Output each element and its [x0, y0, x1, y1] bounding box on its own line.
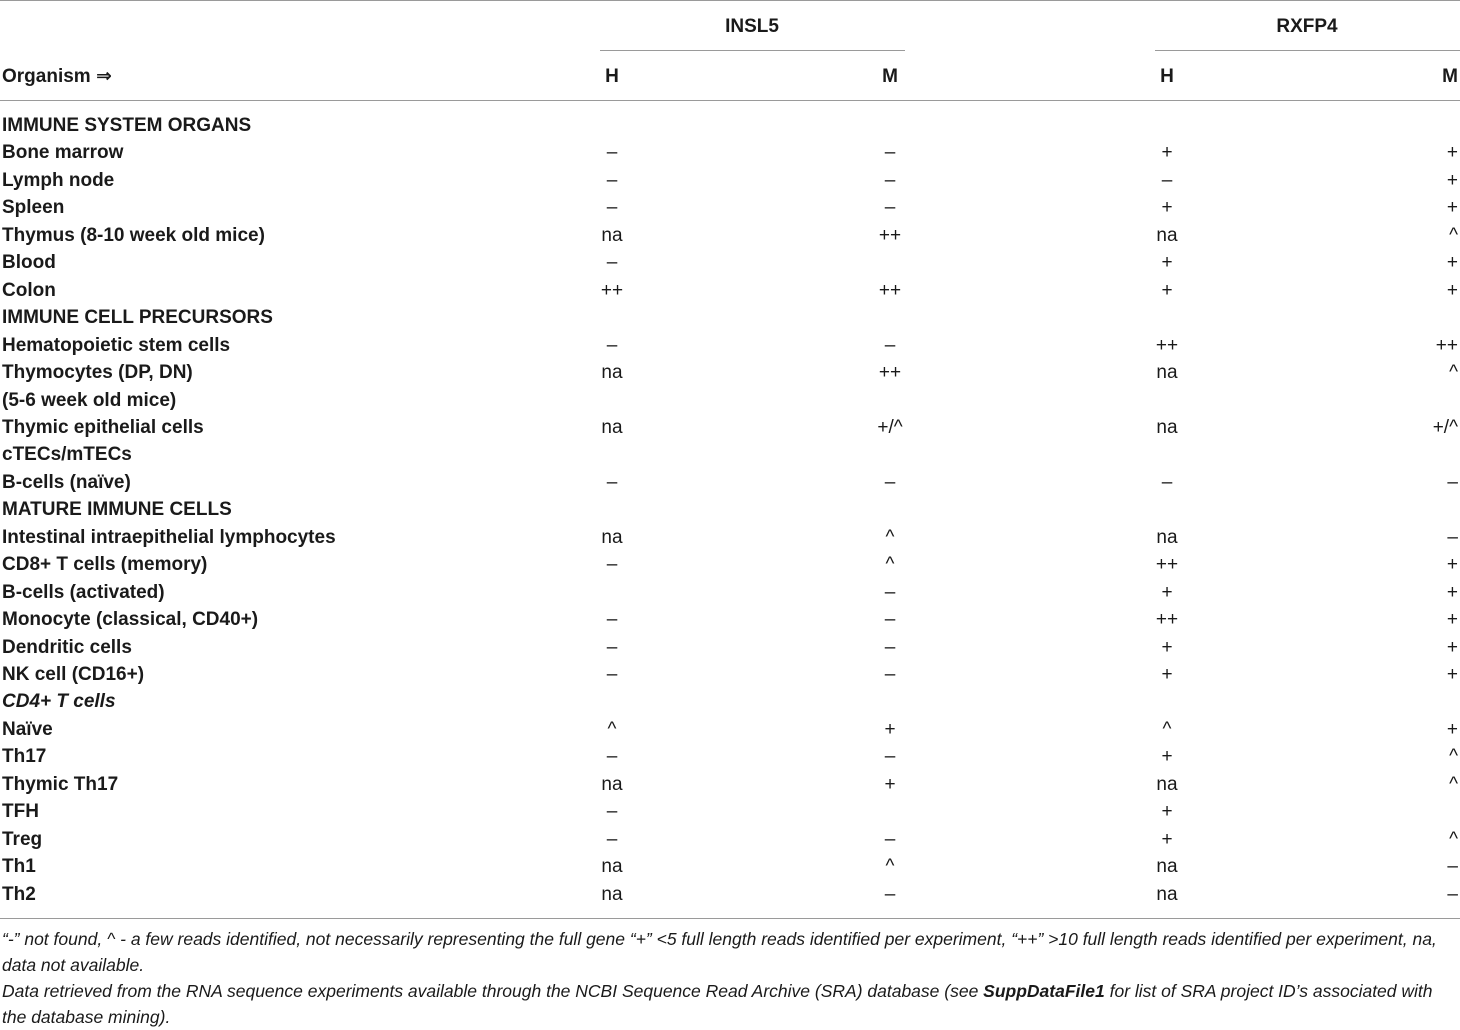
cell-insl5-h: – [606, 746, 618, 768]
cell-rxfp4-h: na [1156, 362, 1178, 384]
cell-rxfp4-h: na [1156, 856, 1178, 878]
row-label: Monocyte (classical, CD40+) [2, 609, 259, 631]
footnote-source-before: Data retrieved from the RNA sequence experiments available through the NCBI Sequence Read Archive (SRA) database (see [2, 981, 984, 1001]
col-header-rxfp4-m: M [1442, 66, 1458, 87]
table-row [0, 661, 1460, 688]
cell-insl5-m: ++ [878, 224, 902, 246]
cell-rxfp4-h: + [1161, 746, 1173, 768]
section-row [0, 112, 1460, 139]
cell-insl5-m: – [884, 664, 896, 685]
cell-rxfp4-m: ++ [1435, 334, 1458, 356]
cell-insl5-h: na [601, 773, 623, 795]
cell-insl5-h: na [601, 883, 623, 905]
cell-rxfp4-h: na [1156, 526, 1178, 548]
row-label: Thymus (8-10 week old mice) [2, 224, 265, 246]
cell-rxfp4-m: + [1446, 581, 1458, 603]
cell-insl5-m: – [884, 197, 896, 219]
table-row [0, 524, 1460, 551]
row-label: Thymocytes (DP, DN) [2, 362, 193, 384]
cell-rxfp4-h: + [1161, 581, 1173, 603]
section-row [0, 496, 1460, 523]
cell-rxfp4-m: ^ [1449, 362, 1458, 384]
table-row [0, 881, 1460, 908]
cell-rxfp4-m: – [1447, 526, 1458, 548]
row-label: Hematopoietic stem cells [2, 334, 231, 356]
row-label: Bone marrow [2, 142, 124, 164]
group-header-rxfp4: RXFP4 [1276, 16, 1338, 37]
row-label: Thymic epithelial cells [2, 416, 204, 438]
section-row [0, 688, 1460, 715]
row-label: Th1 [2, 856, 36, 878]
cell-insl5-h: na [601, 416, 623, 438]
cell-rxfp4-h: na [1156, 416, 1178, 438]
cell-rxfp4-m: + [1446, 718, 1458, 740]
cell-insl5-m: – [884, 746, 896, 768]
table-row [0, 551, 1460, 578]
cell-insl5-h: – [606, 609, 618, 631]
cell-rxfp4-h: + [1161, 142, 1173, 164]
cell-insl5-m: – [884, 142, 896, 164]
cell-rxfp4-m: + [1446, 664, 1458, 685]
row-label: Thymic Th17 [2, 773, 119, 795]
cell-rxfp4-m: + [1446, 169, 1458, 191]
cell-insl5-m: ++ [878, 279, 902, 301]
row-label: Spleen [2, 197, 65, 219]
cell-rxfp4-m: ^ [1449, 773, 1458, 795]
cell-rxfp4-h: na [1156, 224, 1178, 246]
cell-insl5-h: ++ [600, 279, 624, 301]
row-label: TFH [2, 801, 39, 823]
cell-insl5-m: +/^ [877, 416, 903, 438]
row-label: Naïve [2, 718, 53, 740]
table-row [0, 414, 1460, 441]
table-row [0, 634, 1460, 661]
cell-insl5-h: – [606, 636, 618, 658]
cell-insl5-m: – [884, 169, 896, 191]
table-row [0, 277, 1460, 304]
cell-insl5-h: – [606, 554, 618, 576]
cell-rxfp4-m: +/^ [1432, 416, 1458, 438]
row-label: Colon [2, 279, 56, 301]
cell-insl5-h: na [601, 856, 623, 878]
cell-rxfp4-m: ^ [1449, 224, 1458, 246]
cell-insl5-m: – [884, 828, 896, 850]
cell-insl5-m: – [884, 334, 896, 356]
cell-rxfp4-h: na [1156, 773, 1178, 795]
row-label: Th17 [2, 746, 47, 768]
footnote-source [2, 978, 1458, 1030]
table-row [0, 771, 1460, 798]
table-row [0, 579, 1460, 606]
cell-insl5-m: ^ [885, 856, 895, 878]
section-row [0, 304, 1460, 331]
table-row [0, 139, 1460, 166]
row-label: Lymph node [2, 169, 115, 191]
cell-insl5-m: ^ [885, 554, 895, 576]
row-label: Th2 [2, 883, 36, 905]
table-row [0, 332, 1460, 359]
cell-insl5-h: – [606, 197, 618, 219]
table-row [0, 249, 1460, 276]
col-header-insl5-h: H [605, 66, 619, 87]
section-label: IMMUNE SYSTEM ORGANS [2, 115, 252, 136]
cell-rxfp4-m: + [1446, 636, 1458, 658]
cell-rxfp4-h: + [1161, 252, 1173, 274]
group-underline-insl5 [600, 50, 905, 51]
row-label: cTECs/mTECs [2, 444, 132, 466]
cell-rxfp4-h: + [1161, 664, 1173, 685]
row-label: Dendritic cells [2, 636, 132, 658]
col-header-rxfp4-h: H [1160, 66, 1174, 87]
table-row [0, 167, 1460, 194]
cell-rxfp4-h: ^ [1162, 718, 1172, 740]
cell-insl5-h: – [606, 664, 618, 685]
cell-rxfp4-h: – [1161, 169, 1173, 191]
cell-insl5-h: na [601, 362, 623, 384]
cell-rxfp4-m: + [1446, 279, 1458, 301]
row-label: Intestinal intraepithelial lymphocytes [2, 526, 336, 548]
table-row [0, 441, 1460, 468]
cell-insl5-h: na [601, 526, 623, 548]
cell-insl5-m: – [884, 609, 896, 631]
cell-rxfp4-h: + [1161, 197, 1173, 219]
cell-rxfp4-m: ^ [1449, 746, 1458, 768]
table-row [0, 606, 1460, 633]
table-bottom-rule [0, 918, 1460, 919]
cell-rxfp4-h: – [1161, 471, 1173, 493]
row-label: Blood [2, 252, 56, 274]
cell-rxfp4-h: na [1156, 883, 1178, 905]
cell-insl5-m: – [884, 471, 896, 493]
cell-rxfp4-m: – [1447, 883, 1458, 905]
section-label: IMMUNE CELL PRECURSORS [2, 307, 273, 329]
row-label: B-cells (naïve) [2, 471, 131, 493]
row-label: CD8+ T cells (memory) [2, 554, 208, 576]
cell-insl5-m: ++ [878, 362, 902, 384]
cell-insl5-m: – [884, 581, 896, 603]
cell-rxfp4-m: + [1446, 197, 1458, 219]
group-header-insl5: INSL5 [725, 16, 779, 37]
organism-label: Organism ⇒ [2, 66, 112, 87]
table-row [0, 716, 1460, 743]
footnote-source-after: for list of SRA project ID’s associated with the database mining). [2, 981, 1433, 1027]
table-row [0, 194, 1460, 221]
cell-rxfp4-h: + [1161, 279, 1173, 301]
cell-rxfp4-h: + [1161, 801, 1173, 823]
supp-data-file-link[interactable]: SuppDataFile1 [983, 981, 1105, 1001]
table-top-rule [0, 0, 1460, 1]
footnote-legend: “-” not found, ^ - a few reads identified, not necessarily representing the full gene “+” <5 full length reads identified per experiment, “++” >10 full length reads identified per experiment, na, data not available. [2, 929, 1437, 975]
cell-rxfp4-m: + [1446, 554, 1458, 576]
cell-insl5-h: – [606, 828, 618, 850]
cell-insl5-h: – [606, 801, 618, 823]
row-label: NK cell (CD16+) [2, 664, 145, 685]
cell-insl5-m: – [884, 636, 896, 658]
cell-insl5-m: + [884, 718, 896, 740]
table-row [0, 798, 1460, 825]
cell-insl5-h: ^ [607, 718, 617, 740]
cell-rxfp4-h: ++ [1155, 334, 1179, 356]
section-label: MATURE IMMUNE CELLS [2, 499, 232, 521]
cell-insl5-h: – [606, 169, 618, 191]
table-row [0, 222, 1460, 249]
cell-insl5-m: + [884, 773, 896, 795]
row-label: Treg [2, 828, 43, 850]
table-row [0, 387, 1460, 414]
row-label: (5-6 week old mice) [2, 389, 177, 411]
cell-insl5-h: – [606, 471, 618, 493]
col-header-insl5-m: M [882, 66, 898, 87]
row-label: B-cells (activated) [2, 581, 165, 603]
table-row [0, 853, 1460, 880]
cell-insl5-h: – [606, 334, 618, 356]
cell-rxfp4-m: + [1446, 252, 1458, 274]
table-row [0, 743, 1460, 770]
table-row [0, 826, 1460, 853]
table-row [0, 469, 1460, 496]
table-row [0, 359, 1460, 386]
cell-rxfp4-h: ++ [1155, 554, 1179, 576]
cell-rxfp4-m: + [1446, 142, 1458, 164]
cell-rxfp4-m: ^ [1449, 828, 1458, 850]
cell-insl5-m: ^ [885, 526, 895, 548]
cell-rxfp4-h: + [1161, 636, 1173, 658]
group-underline-rxfp4 [1155, 50, 1460, 51]
header-bottom-rule [0, 100, 1460, 101]
section-label: CD4+ T cells [2, 691, 116, 713]
cell-rxfp4-m: – [1447, 856, 1458, 878]
cell-rxfp4-m: – [1447, 471, 1458, 493]
cell-rxfp4-h: + [1161, 828, 1173, 850]
cell-rxfp4-h: ++ [1155, 609, 1179, 631]
cell-insl5-h: na [601, 224, 623, 246]
cell-insl5-h: – [606, 252, 618, 274]
cell-insl5-m: – [884, 883, 896, 905]
cell-insl5-h: – [606, 142, 618, 164]
cell-rxfp4-m: + [1446, 609, 1458, 631]
